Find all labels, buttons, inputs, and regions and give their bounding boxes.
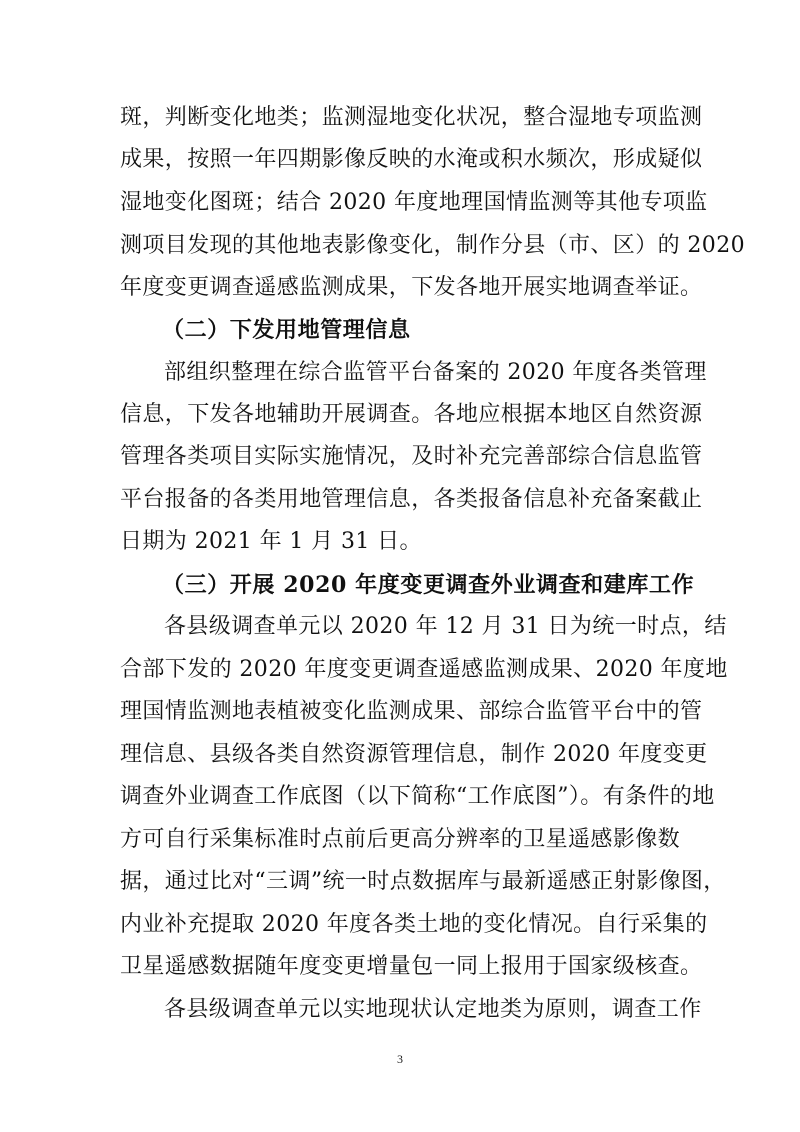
paragraph-line: 据，通过比对“三调”统一时点数据库与最新遥感正射影像图，	[120, 869, 726, 894]
paragraph-line: 斑，判断变化地类；监测湿地变化状况，整合湿地专项监测	[120, 105, 703, 130]
paragraph-line: 平台报备的各类用地管理信息，各类报备信息补充备案截止	[120, 487, 703, 512]
paragraph-line: 信息，下发各地辅助开展调查。各地应根据本地区自然资源	[120, 402, 703, 427]
paragraph-line: 日期为 2021 年 1 月 31 日。	[120, 529, 422, 554]
section-heading: （二）下发用地管理信息	[162, 317, 411, 343]
paragraph-line: 测项目发现的其他地表影像变化，制作分县（市、区）的 2020	[120, 233, 745, 258]
paragraph-line: 理国情监测地表植被变化监测成果、部综合监管平台中的管	[120, 699, 703, 724]
paragraph-line: 卫星遥感数据随年度变更增量包一同上报用于国家级核查。	[120, 954, 703, 979]
paragraph-line: 部组织整理在综合监管平台备案的 2020 年度各类管理	[164, 360, 707, 385]
paragraph-line: 调查外业调查工作底图（以下简称“工作底图”）。有条件的地	[120, 784, 715, 809]
section-heading: （三）开展 2020 年度变更调查外业调查和建库工作	[162, 572, 695, 598]
paragraph-line: 管理各类项目实际实施情况，及时补充完善部综合信息监管	[120, 444, 703, 469]
paragraph-line: 成果，按照一年四期影像反映的水淹或积水频次，形成疑似	[120, 147, 703, 172]
paragraph-line: 各县级调查单元以实地现状认定地类为原则，调查工作	[164, 997, 702, 1022]
page-number: 3	[397, 1052, 403, 1066]
paragraph-line: 年度变更调查遥感监测成果，下发各地开展实地调查举证。	[120, 275, 703, 300]
paragraph-line: 湿地变化图斑；结合 2020 年度地理国情监测等其他专项监	[120, 190, 708, 215]
paragraph-line: 内业补充提取 2020 年度各类土地的变化情况。自行采集的	[120, 912, 708, 937]
paragraph-line: 理信息、县级各类自然资源管理信息，制作 2020 年度变更	[120, 742, 708, 767]
paragraph-line: 合部下发的 2020 年度变更调查遥感监测成果、2020 年度地	[120, 657, 728, 682]
paragraph-line: 方可自行采集标准时点前后更高分辨率的卫星遥感影像数	[120, 827, 681, 852]
paragraph-line: 各县级调查单元以 2020 年 12 月 31 日为统一时点，结	[164, 614, 727, 639]
